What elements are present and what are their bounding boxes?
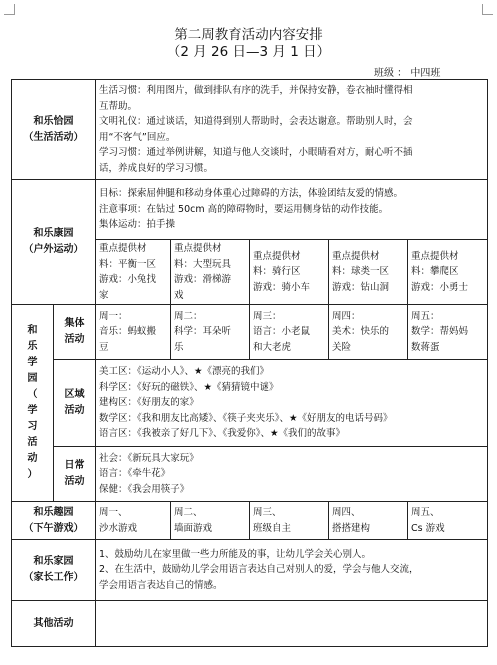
other-label: 其他活动 bbox=[12, 601, 96, 647]
collective-day-cell bbox=[171, 305, 250, 360]
collective-day-cell bbox=[250, 305, 329, 360]
study-label-char: 学 bbox=[27, 405, 38, 416]
collective-label-line: 活动 bbox=[64, 334, 85, 345]
area-activity-content bbox=[96, 360, 488, 447]
life-label-line: （生活活动） bbox=[23, 131, 84, 143]
schedule-table-wrapper bbox=[11, 79, 487, 646]
row-study-daily bbox=[12, 447, 488, 502]
health-area-line: 戏 bbox=[174, 289, 184, 301]
health-area-line: 重点提供材 bbox=[332, 250, 380, 262]
life-label-line: 和乐恰园 bbox=[33, 115, 74, 127]
fun-day-line: 周三、 bbox=[253, 507, 282, 518]
area-activity-line: 语言区：《我被亲了好几下》、《我爱你》、★《我们的故事》 bbox=[99, 428, 346, 440]
health-goal-line: 注意事项：在钻过 50cm 高的障碍物时，要运用侧身钻的动作技能。 bbox=[99, 203, 389, 215]
health-area-line: 游戏：钻山洞 bbox=[332, 281, 390, 293]
row-other bbox=[12, 601, 488, 647]
life-line: 生活习惯：利用图片，做到排队有序的洗手，并保持安静，卷衣袖时懂得相 bbox=[99, 85, 413, 96]
health-area-cell bbox=[329, 240, 408, 305]
collective-day-line: 关险 bbox=[332, 341, 352, 353]
life-line: 学习习惯：通过举例讲解，知道与他人交谈时，小眼睛看对方，耐心听不插 bbox=[99, 147, 413, 158]
health-area-line: 家 bbox=[99, 289, 109, 301]
row-fun bbox=[12, 502, 488, 540]
daily-activity-label-line: 日常 bbox=[64, 460, 85, 471]
health-area-line: 重点提供材 bbox=[253, 250, 301, 262]
study-label-char: 活 bbox=[27, 437, 38, 448]
daily-activity-line: 语言：《牵牛花》 bbox=[99, 468, 171, 480]
fun-day-line: 搭搭建构 bbox=[332, 522, 371, 534]
fun-day-line: Cs 游戏 bbox=[411, 522, 445, 534]
family-line: 1、鼓励幼儿在家里做一些力所能及的事，让幼儿学会关心别人。 bbox=[99, 548, 372, 560]
collective-day-line: 周二： bbox=[174, 310, 203, 322]
health-label-line: 和乐康园 bbox=[33, 228, 74, 239]
collective-day-line: 周三： bbox=[253, 310, 282, 322]
family-line: 学会用语言表达自己的情感。 bbox=[99, 579, 223, 591]
collective-day-line: 周四： bbox=[332, 310, 361, 322]
health-area-line: 重点提供材 bbox=[99, 243, 147, 254]
study-label-char: ） bbox=[27, 469, 38, 480]
study-label-char: 乐 bbox=[27, 341, 38, 352]
health-goal-line: 目标：探索屈伸腿和移动身体重心过障碍的方法，体验团结友爱的情感。 bbox=[99, 188, 404, 200]
study-label-char: 园 bbox=[27, 373, 38, 384]
fun-label-line: 和乐趣园 bbox=[33, 506, 74, 518]
fun-day-line: 沙水游戏 bbox=[99, 522, 138, 534]
collective-day-line: 数学：帮妈妈 bbox=[411, 326, 469, 338]
health-area-cell bbox=[96, 240, 171, 305]
page-corner-mark-right bbox=[482, 4, 493, 15]
fun-day-line: 周四、 bbox=[332, 507, 361, 518]
health-goal-line: 集体运动：拍手操 bbox=[99, 219, 176, 231]
study-label-char: 习 bbox=[27, 421, 38, 432]
health-area-cell bbox=[250, 240, 329, 305]
health-area-line: 游戏：小勇士 bbox=[411, 281, 469, 293]
area-activity-label-line: 区域 bbox=[64, 389, 85, 400]
collective-day-line: 周五： bbox=[411, 310, 440, 322]
health-area-line: 游戏：骑小车 bbox=[253, 281, 311, 293]
daily-activity-line: 社会：《新玩具大家玩》 bbox=[99, 452, 199, 464]
fun-day-line: 周五、 bbox=[411, 507, 440, 518]
fun-day-line: 墙面游戏 bbox=[174, 522, 213, 534]
fun-day-line: 周一、 bbox=[99, 507, 128, 518]
life-line: 文明礼仪：通过谈话，知道得到别人帮助时，会表达谢意。帮助别人时，会 bbox=[99, 116, 413, 127]
collective-label bbox=[54, 305, 96, 360]
health-area-line: 游戏：滑梯游 bbox=[174, 274, 232, 285]
fun-day-cell bbox=[329, 502, 408, 540]
study-label-char: 动 bbox=[27, 453, 38, 464]
family-content bbox=[96, 540, 488, 601]
fun-day-line: 班级自主 bbox=[253, 522, 292, 534]
collective-day-line: 语言：小老鼠 bbox=[253, 326, 311, 338]
health-area-line: 料：攀爬区 bbox=[411, 266, 459, 278]
row-study-area bbox=[12, 360, 488, 447]
study-label bbox=[12, 305, 54, 502]
life-line: 话，养成良好的学习习惯。 bbox=[99, 162, 214, 174]
collective-day-line: 音乐：蚂蚁搬 bbox=[99, 326, 157, 338]
collective-label-line: 集体 bbox=[64, 318, 85, 329]
fun-day-cell bbox=[408, 502, 488, 540]
life-content bbox=[96, 80, 488, 180]
family-line: 2、在生活中，鼓励幼儿学会用语言表达自己对别人的爱，学会与他人交流， bbox=[99, 564, 419, 576]
fun-day-cell bbox=[250, 502, 329, 540]
health-area-line: 重点提供材 bbox=[411, 250, 459, 262]
other-content bbox=[96, 601, 488, 647]
health-area-line: 料：球类一区 bbox=[332, 266, 390, 278]
daily-activity-label bbox=[54, 447, 96, 502]
collective-day-line: 豆 bbox=[99, 341, 109, 353]
area-activity-line: 美工区：《运动小人》、★《漂亮的我们》 bbox=[99, 366, 270, 378]
health-area-line: 料：平衡一区 bbox=[99, 258, 157, 270]
health-label bbox=[12, 180, 96, 305]
collective-day-line: 科学：耳朵听 bbox=[174, 326, 232, 338]
class-label: 班级 ： 中四班 bbox=[374, 68, 441, 79]
row-life bbox=[12, 80, 488, 180]
life-line: 互帮助。 bbox=[99, 100, 138, 112]
health-goals bbox=[96, 180, 488, 240]
row-health-goals bbox=[12, 180, 488, 240]
health-area-cell bbox=[408, 240, 488, 305]
collective-day-cell bbox=[408, 305, 488, 360]
health-area-line: 重点提供材 bbox=[174, 243, 222, 254]
study-label-char: 学 bbox=[27, 357, 38, 368]
row-family bbox=[12, 540, 488, 601]
page-corner-mark-left bbox=[4, 4, 15, 15]
health-area-line: 游戏：小兔找 bbox=[99, 274, 157, 285]
study-label-char: 和 bbox=[27, 325, 38, 336]
life-label bbox=[12, 80, 96, 180]
row-study-collective bbox=[12, 305, 488, 360]
study-label-char: （ bbox=[27, 389, 38, 400]
collective-day-line: 美术：快乐的 bbox=[332, 326, 390, 338]
collective-day-line: 数蒋蛋 bbox=[411, 341, 440, 353]
collective-day-line: 和大老虎 bbox=[253, 341, 292, 353]
collective-day-line: 乐 bbox=[174, 341, 184, 353]
family-label bbox=[12, 540, 96, 601]
daily-activity-content bbox=[96, 447, 488, 502]
health-label-line: （户外运动） bbox=[23, 244, 84, 255]
area-activity-line: 科学区：《好玩的磁铁》、★《猜猜镜中谜》 bbox=[99, 381, 279, 393]
health-area-line: 料：骑行区 bbox=[253, 266, 301, 278]
collective-day-cell bbox=[96, 305, 171, 360]
family-label-line: （家长工作） bbox=[23, 572, 84, 583]
fun-day-cell bbox=[96, 502, 171, 540]
schedule-table bbox=[11, 79, 488, 647]
collective-day-cell bbox=[329, 305, 408, 360]
fun-label-line: （下午游戏） bbox=[23, 522, 84, 534]
daily-activity-line: 保健：《我会用筷子》 bbox=[99, 483, 190, 495]
fun-day-cell bbox=[171, 502, 250, 540]
area-activity-line: 建构区：《好朋友的家》 bbox=[99, 397, 199, 409]
life-line: 用“不客气”回应。 bbox=[99, 131, 176, 143]
family-label-line: 和乐家园 bbox=[33, 556, 74, 567]
area-activity-label bbox=[54, 360, 96, 447]
area-activity-label-line: 活动 bbox=[64, 405, 85, 416]
fun-day-line: 周二、 bbox=[174, 507, 203, 518]
area-activity-line: 数学区：《我和朋友比高矮》、《筷子夹夹乐》、★《好朋友的电话号码》 bbox=[99, 412, 393, 424]
page-subtitle: （2 月 26 日—3 月 1 日） bbox=[166, 44, 331, 60]
health-area-cell bbox=[171, 240, 250, 305]
collective-day-line: 周一： bbox=[99, 310, 128, 322]
daily-activity-label-line: 活动 bbox=[64, 476, 85, 487]
fun-label bbox=[12, 502, 96, 540]
page-title: 第二周教育活动内容安排 bbox=[174, 27, 323, 43]
health-area-line: 料：大型玩具 bbox=[174, 258, 232, 270]
